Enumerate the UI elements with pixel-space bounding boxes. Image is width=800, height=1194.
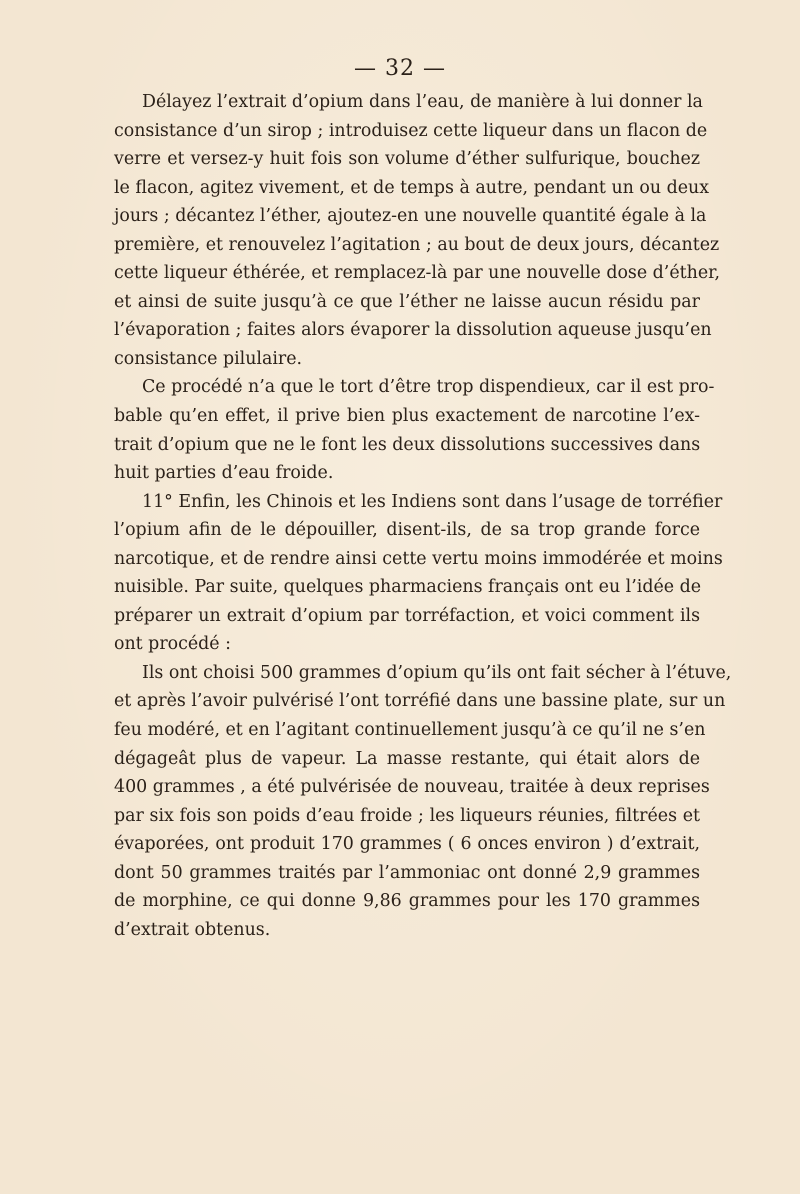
text-line: le flacon, agitez vivement, et de temps à autre, pendant un ou deux — [114, 177, 710, 198]
text-line: dégageât plus de vapeur. La masse restante, qui était alors de — [114, 748, 700, 769]
text-line: et après l’avoir pulvérisé l’ont torréfié dans une bassine plate, sur un — [114, 691, 726, 712]
text-line: évaporées, ont produit 170 grammes ( 6 onces environ ) d’extrait, — [114, 834, 700, 855]
text-line: verre et versez-y huit fois son volume d’éther sulfurique, bouchez — [114, 149, 700, 170]
text-line: ont procédé : — [114, 634, 231, 655]
text-line: d’extrait obtenus. — [114, 919, 271, 940]
text-line: l’évaporation ; faites alors évaporer la dissolution aqueuse jusqu’en — [114, 320, 712, 341]
text-line: consistance pilulaire. — [114, 348, 303, 369]
text-line: bable qu’en effet, il prive bien plus exactement de narcotine l’ex- — [114, 406, 700, 427]
text-line: feu modéré, et en l’agitant continuellement jusqu’à ce qu’il ne s’en — [114, 720, 706, 741]
body-text — [86, 88, 732, 944]
text-line: de morphine, ce qui donne 9,86 grammes pour les 170 grammes — [114, 891, 700, 912]
text-line: préparer un extrait d’opium par torréfaction, et voici comment ils — [114, 605, 700, 626]
text-line: nuisible. Par suite, quelques pharmaciens français ont eu l’idée de — [114, 577, 701, 598]
text-line: par six fois son poids d’eau froide ; les liqueurs réunies, filtrées et — [114, 805, 700, 826]
text-line: trait d’opium que ne le font les deux dissolutions successives dans — [114, 434, 701, 455]
text-line: première, et renouvelez l’agitation ; au bout de deux jours, décantez — [114, 234, 720, 255]
paragraph — [86, 659, 732, 944]
text-line: jours ; décantez l’éther, ajoutez-en une nouvelle quantité égale à la — [114, 206, 707, 227]
paragraph — [86, 88, 721, 373]
page-number: — 32 — — [354, 56, 446, 81]
text-line: 400 grammes , a été pulvérisée de nouveau, traitée à deux reprises — [114, 777, 710, 798]
text-line: et ainsi de suite jusqu’à ce que l’éther ne laisse aucun résidu par — [114, 291, 700, 312]
text-line: consistance d’un sirop ; introduisez cette liqueur dans un flacon de — [114, 120, 708, 141]
paragraph — [86, 373, 715, 487]
text-line: huit parties d’eau froide. — [114, 463, 334, 484]
paragraph — [86, 488, 723, 659]
text-line: Ce procédé n’a que le tort d’être trop dispendieux, car il est pro- — [142, 377, 715, 398]
text-line: cette liqueur éthérée, et remplacez-là par une nouvelle dose d’éther, — [114, 263, 721, 284]
text-line: Délayez l’extrait d’opium dans l’eau, de manière à lui donner la — [142, 92, 703, 112]
text-line: narcotique, et de rendre ainsi cette vertu moins immodérée et moins — [114, 548, 723, 569]
text-line: Ils ont choisi 500 grammes d’opium qu’ils ont fait sécher à l’étuve, — [142, 662, 732, 683]
text-line: dont 50 grammes traités par l’ammoniac ont donné 2,9 grammes — [114, 862, 700, 883]
text-line: 11° Enfin, les Chinois et les Indiens sont dans l’usage de torréfier — [142, 491, 723, 512]
text-line: l’opium afin de le dépouiller, disent-ils, de sa trop grande force — [114, 520, 700, 541]
